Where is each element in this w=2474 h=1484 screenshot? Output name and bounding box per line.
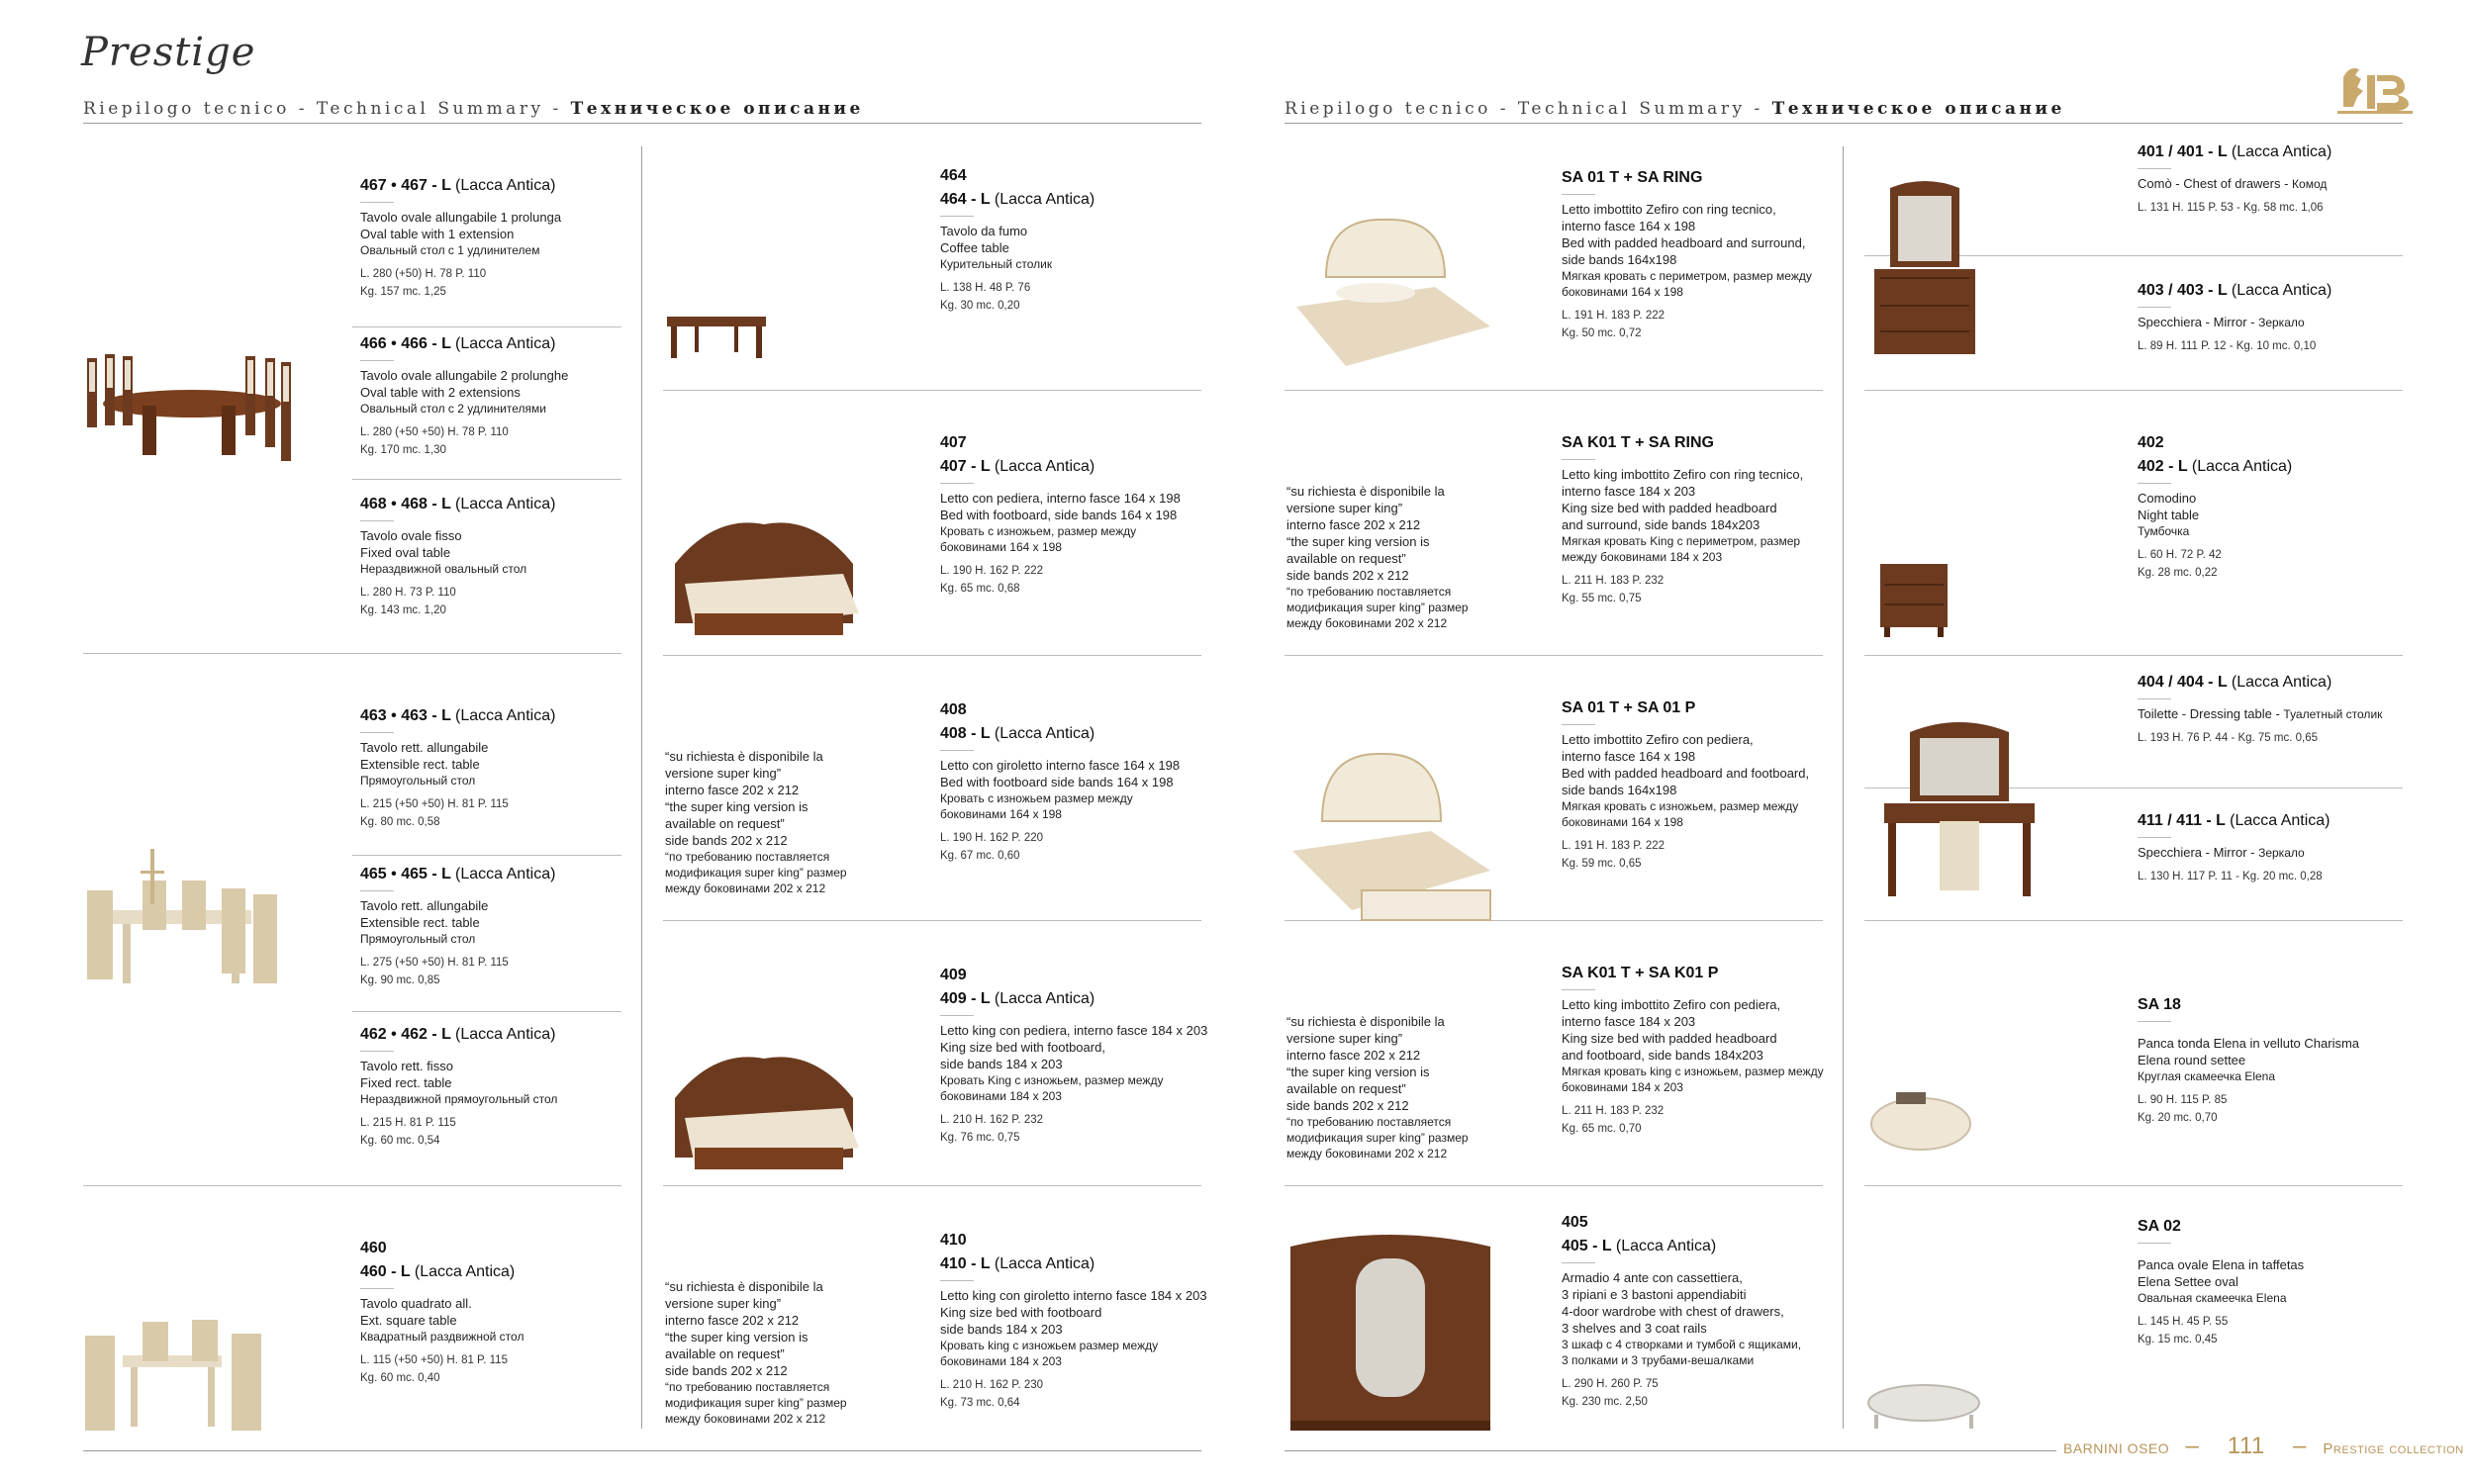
item-rule — [1285, 390, 1823, 391]
bed-409-image — [665, 1049, 863, 1177]
bottom-rule-left — [83, 1450, 1201, 1451]
item-rule — [663, 1185, 1201, 1186]
item-rule — [663, 655, 1201, 656]
section-rule — [83, 1185, 621, 1186]
oval-settee-image — [1864, 1379, 1983, 1433]
chest-with-mirror-image — [1870, 178, 1979, 366]
dining-set-oval-image — [83, 346, 301, 475]
section-rule — [83, 653, 621, 654]
item-sak01-p: SA K01 T + SA K01 P Letto king imbottito Zefiro con pediera, interno fasce 184 x 203 King size bed with padded headboard and footboard, side bands 184x203 Мягкая кровать king с изножьем, размер между боковинами 184 x 203 L. 211 H. 183 P. 232 Kg. 65 mc. 0,70 — [1562, 965, 1824, 1135]
item-463: 463 • 463 - L (Lacca Antica) Tavolo rett. allungabile Extensible rect. table Прямоугольный стол L. 215 (+50 +50) H. 81 P. 115 Kg. 80 mc. 0,58 — [360, 707, 556, 828]
item-407: 407 407 - L (Lacca Antica) Letto con pediera, interno fasce 164 x 198 Bed with footboard, side bands 164 x 198 Кровать с изножьем, размер между боковинами 164 x 198 L. 190 H. 162 P. 222 Kg. 65 mc. 0,68 — [940, 434, 1181, 595]
item-sak01-ring: SA K01 T + SA RING Letto king imbottito Zefiro con ring tecnico, interno fasce 184 x 203 King size bed with padded headboard and surround, side bands 184x203 Мягкая кровать King с периметром, размер между боковинами 184 x 203 L. 211 H. 183 P. 232 Kg. 55 mc. 0,75 — [1562, 434, 1804, 604]
item-sa01-ring: SA 01 T + SA RING Letto imbottito Zefiro con ring tecnico, interno fasce 164 x 198 Bed with padded headboard and surround, side bands 164x198 Мягкая кровать с периметром, размер между боковинами 164 x 198 L. 191 H. 183 P. 222 Kg. 50 mc. 0,72 — [1562, 169, 1812, 339]
item-410: 410 410 - L (Lacca Antica) Letto king con giroletto interno fasce 184 x 203 King size bed with footboard side bands 184 x 203 Кровать king с изножьем размер между боковинами 184 x 203 L. 210 H. 162 P. 230 Kg. 73 mc. 0,64 — [940, 1232, 1207, 1409]
upholstered-bed-footboard-image — [1283, 742, 1496, 930]
coffee-table-image — [665, 313, 768, 362]
super-king-note: “su richiesta è disponibile la versione super king” interno fasce 202 x 212 “the super king version is available on request” side bands 202 x 212 “по требованию поставляется модификация super king” размер между боковинами 202 x 212 — [665, 749, 847, 895]
header-rule-left — [83, 123, 1201, 124]
item-466: 466 • 466 - L (Lacca Antica) Tavolo ovale allungabile 2 prolunghe Oval table with 2 extensions Овальный стол с 2 удлинителями L. 280 (+50 +50) H. 78 P. 110 Kg. 170 mc. 1,30 — [360, 335, 569, 456]
item-rule — [1864, 655, 2403, 656]
wardrobe-405-image — [1286, 1227, 1494, 1435]
item-409: 409 409 - L (Lacca Antica) Letto king con pediera, interno fasce 184 x 203 King size bed with footboard, side bands 184 x 203 Кровать King с изножьем, размер между боковинами 184 x 203 L. 210 H. 162 P. 232 Kg. 76 mc. 0,75 — [940, 967, 1208, 1144]
logo-prestige: Prestige — [81, 30, 256, 75]
bed-407-image — [665, 514, 863, 643]
item-462: 462 • 462 - L (Lacca Antica) Tavolo rett. fisso Fixed rect. table Нераздвижной прямоугольный стол L. 215 H. 81 P. 115 Kg. 60 mc. 0,54 — [360, 1026, 558, 1147]
dining-set-rect-image — [83, 841, 281, 999]
bottom-rule-right — [1285, 1450, 2056, 1451]
item-402: 402 402 - L (Lacca Antica) Comodino Night table Тумбочка L. 60 H. 72 P. 42 Kg. 28 mc. 0,22 — [2138, 434, 2293, 579]
item-sa18: SA 18 Panca tonda Elena in velluto Charisma Elena round settee Круглая скамеечка Elena L. 90 H. 115 P. 85 Kg. 20 mc. 0,70 — [2138, 996, 2360, 1124]
super-king-note: “su richiesta è disponibile la versione super king” interno fasce 202 x 212 “the super king version is available on request” side bands 202 x 212 “по требованию поставляется модификация super king” размер между боковинами 202 x 212 — [665, 1279, 847, 1426]
right-subtitle: Riepilogo tecnico - Technical Summary - Техническое описание — [1285, 99, 2065, 119]
item-464: 464 464 - L (Lacca Antica) Tavolo da fumo Coffee table Курительный столик L. 138 H. 48 P. 76 Kg. 30 mc. 0,20 — [940, 167, 1095, 312]
item-411: 411 / 411 - L (Lacca Antica) Specchiera - Mirror - Зеркало L. 130 H. 117 P. 11 - Kg. 20 mc. 0,28 — [2138, 812, 2331, 882]
item-rule — [352, 479, 621, 480]
item-rule — [663, 390, 1201, 391]
column-divider-2 — [1843, 146, 1844, 1429]
item-405: 405 405 - L (Lacca Antica) Armadio 4 ante con cassettiera, 3 ripiani e 3 bastoni appendiabiti 4-door wardrobe with chest of drawers, 3 shelves and 3 coat rails 3 шкаф с 4 створками и тумбой с ящиками, 3 полками и 3 трубами-вешалками L. 290 H. 260 P. 75 Kg. 230 mc. 2,50 — [1562, 1214, 1802, 1408]
item-rule — [1285, 655, 1823, 656]
item-460: 460 460 - L (Lacca Antica) Tavolo quadrato all. Ext. square table Квадратный раздвижной стол L. 115 (+50 +50) H. 81 P. 115 Kg. 60 mc. 0,40 — [360, 1240, 524, 1384]
night-table-image — [1876, 560, 1951, 639]
item-sa01-p: SA 01 T + SA 01 P Letto imbottito Zefiro con pediera, interno fasce 164 x 198 Bed with padded headboard and footboard, side bands 164x198 Мягкая кровать с изножьем, размер между боковинами 164 x 198 L. 191 H. 183 P. 222 Kg. 59 mc. 0,65 — [1562, 699, 1810, 870]
item-403: 403 / 403 - L (Lacca Antica) Specchiera - Mirror - Зеркало L. 89 H. 111 P. 12 - Kg. 10 mc. 0,10 — [2138, 282, 2332, 352]
super-king-note: “su richiesta è disponibile la versione super king” interno fasce 202 x 212 “the super king version is available on request” side bands 202 x 212 “по требованию поставляется модификация super king” размер между боковинами 202 x 212 — [1286, 1014, 1469, 1160]
item-468: 468 • 468 - L (Lacca Antica) Tavolo ovale fisso Fixed oval table Нераздвижной овальный стол L. 280 H. 73 P. 110 Kg. 143 mc. 1,20 — [360, 496, 556, 616]
item-rule — [1864, 920, 2403, 921]
page-number: 111 — [2227, 1433, 2265, 1459]
item-sa02: SA 02 Panca ovale Elena in taffetas Elena Settee oval Овальная скамеечка Elena L. 145 H. 45 P. 55 Kg. 15 mc. 0,45 — [2138, 1218, 2305, 1345]
brand-emblem-icon — [2335, 57, 2415, 115]
item-467: 467 • 467 - L (Lacca Antica) Tavolo ovale allungabile 1 prolunga Oval table with 1 extension Овальный стол с 1 удлинителем L. 280 (+50) H. 78 P. 110 Kg. 157 mc. 1,25 — [360, 174, 561, 301]
left-subtitle: Riepilogo tecnico - Technical Summary - Техническое описание — [83, 99, 864, 119]
dining-set-square-image — [83, 1316, 271, 1435]
column-divider-1 — [641, 146, 642, 1429]
header-rule-right — [1285, 123, 2403, 124]
item-465: 465 • 465 - L (Lacca Antica) Tavolo rett. allungabile Extensible rect. table Прямоугольный стол L. 275 (+50 +50) H. 81 P. 115 Kg. 90 mc. 0,85 — [360, 866, 556, 986]
item-401: 401 / 401 - L (Lacca Antica) Comò - Chest of drawers - Комод L. 131 H. 115 P. 53 - Kg. 58 mc. 1,06 — [2138, 143, 2332, 214]
item-rule — [352, 855, 621, 856]
item-rule — [352, 326, 621, 327]
footer-brand: BARNINI OSEO — [2063, 1440, 2170, 1456]
upholstered-bed-ring-image — [1286, 208, 1494, 376]
page-footer: BARNINI OSEO – 111 – Prestige collection — [2063, 1433, 2464, 1459]
item-rule — [1864, 390, 2403, 391]
item-408: 408 408 - L (Lacca Antica) Letto con giroletto interno fasce 164 x 198 Bed with footboard side bands 164 x 198 Кровать с изножьем размер между боковинами 164 x 198 L. 190 H. 162 P. 220 Kg. 67 mc. 0,60 — [940, 701, 1181, 862]
item-rule — [352, 1011, 621, 1012]
item-rule — [663, 920, 1201, 921]
dressing-table-image — [1880, 712, 2039, 900]
super-king-note: “su richiesta è disponibile la versione super king” interno fasce 202 x 212 “the super king version is available on request” side bands 202 x 212 “по требованию поставляется модификация super king” размер между боковинами 202 x 212 — [1286, 484, 1469, 630]
item-rule — [1864, 1185, 2403, 1186]
footer-collection: Prestige collection — [2323, 1440, 2464, 1457]
item-404: 404 / 404 - L (Lacca Antica) Toilette - Dressing table - Туалетный столик L. 193 H. 76 P. 44 - Kg. 75 mc. 0,65 — [2138, 674, 2383, 744]
round-settee-image — [1866, 1084, 1975, 1154]
item-rule — [1285, 1185, 1823, 1186]
item-code: 467 • 467 - L (Lacca Antica) — [360, 177, 556, 194]
